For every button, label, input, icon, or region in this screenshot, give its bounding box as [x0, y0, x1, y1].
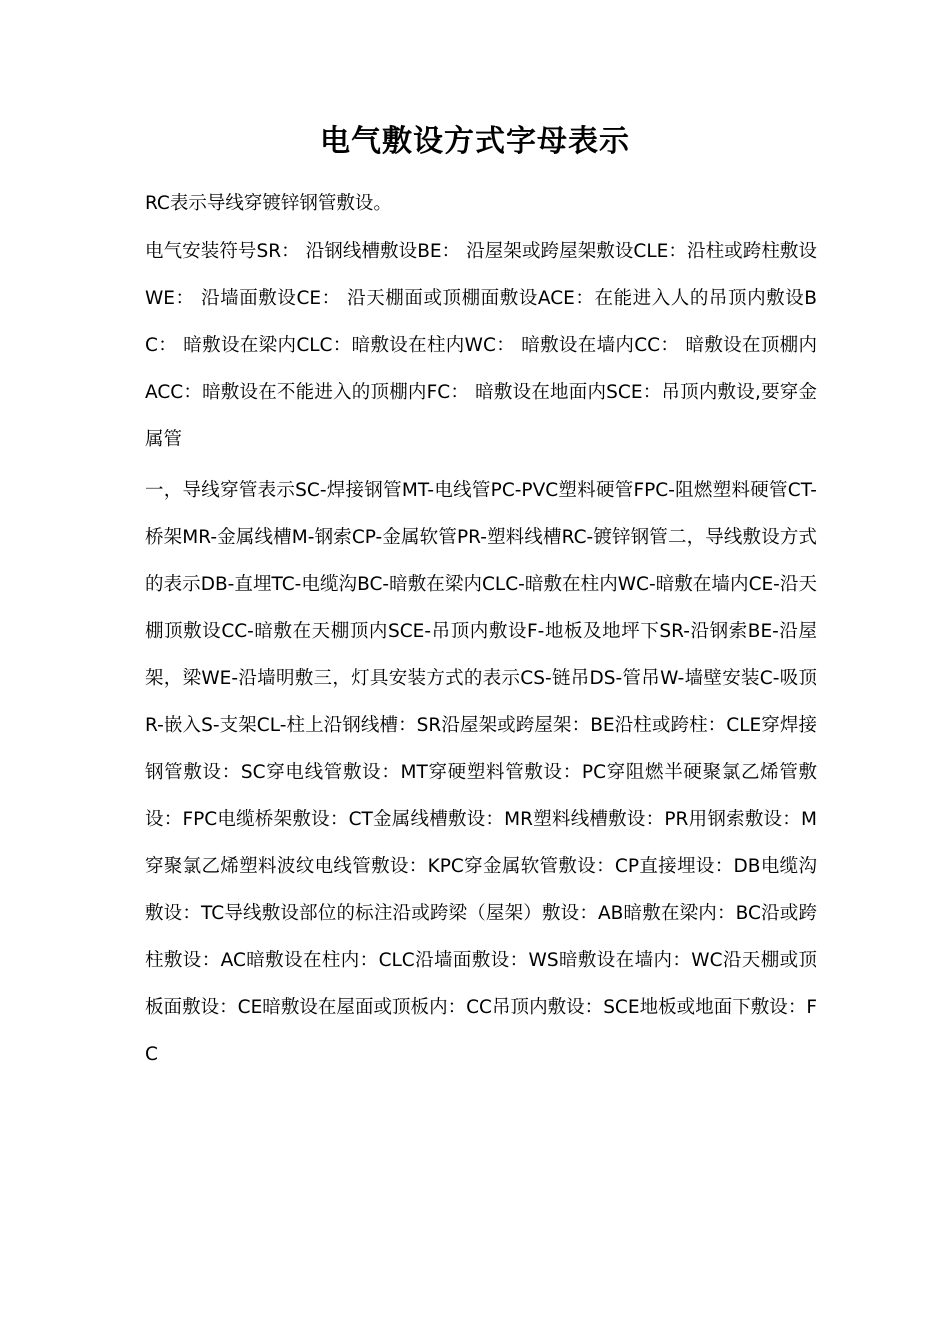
- paragraph-intro: RC表示导线穿镀锌钢管敷设。: [145, 193, 392, 214]
- document-title: 电气敷设方式字母表示: [320, 124, 630, 159]
- paragraph-notation-list: 一，导线穿管表示SC-焊接钢管MT-电线管PC-PVC塑料硬管FPC-阻燃塑料硬管CT-桥架MR-金属线槽M-钢索CP-金属软管PR-塑料线槽RC-镀锌钢管二，导线敷设方式的表示DB-直埋TC-电缆沟BC-暗敷在梁内CLC-暗敷在柱内WC-暗敷在墙内CE-沿天棚顶敷设CC-暗敷在天棚顶内SCE-吊顶内敷设F-地板及地坪下SR-沿钢索BE-沿屋架，梁WE-沿墙明敷三，灯具安装方式的表示CS-链吊DS-管吊W-墙壁安装C-吸顶R-嵌入S-支架CL-柱上沿钢线槽：SR沿屋架或跨屋架：BE沿柱或跨柱：CLE穿焊接钢管敷设：SC穿电线管敷设：MT穿硬塑料管敷设：PC穿阻燃半硬聚氯乙烯管敷设：FPC电缆桥架敷设：CT金属线槽敷设：MR塑料线槽敷设：PR用钢索敷设：M穿聚氯乙烯塑料波纹电线管敷设：KPC穿金属软管敷设：CP直接埋设：DB电缆沟敷设：TC导线敷设部位的标注沿或跨梁（屋架）敷设：AB暗敷在梁内：BC沿或跨柱敷设：AC暗敷设在柱内：CLC沿墙面敷设：WS暗敷设在墙内：WC沿天棚或顶板面敷设：CE暗敷设在屋面或顶板内：CC吊顶内敷设：SCE地板或地面下敷设：FC: [145, 480, 817, 1065]
- paragraph-install-symbols: 电气安装符号SR： 沿钢线槽敷设BE： 沿屋架或跨屋架敷设CLE：沿柱或跨柱敷设WE： 沿墙面敷设CE： 沿天棚面或顶棚面敷设ACE：在能进入人的吊顶内敷设BC： 暗敷设在梁内CLC：暗敷设在柱内WC： 暗敷设在墙内CC： 暗敷设在顶棚内ACC：暗敷设在不能进入的顶棚内FC： 暗敷设在地面内SCE：吊顶内敷设,要穿金属管: [145, 241, 817, 450]
